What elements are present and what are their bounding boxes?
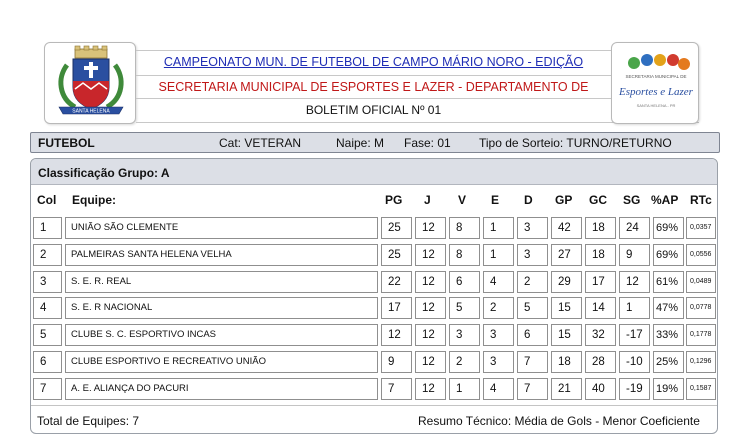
games-cell: 12: [415, 351, 446, 373]
rtc-cell: 0,0489: [686, 271, 716, 293]
losses-cell: 7: [517, 378, 548, 400]
losses-cell: 7: [517, 351, 548, 373]
points-cell: 7: [381, 378, 412, 400]
percent-cell: 47%: [653, 297, 684, 319]
draws-cell: 4: [483, 378, 514, 400]
wins-cell: 3: [449, 324, 480, 346]
goals-against-cell: 18: [585, 244, 616, 266]
col-header-goal-diff: SG: [623, 193, 641, 207]
col-header-games: J: [424, 193, 431, 207]
team-cell: UNIÃO SÃO CLEMENTE: [65, 217, 378, 239]
goals-against-cell: 17: [585, 271, 616, 293]
games-cell: 12: [415, 271, 446, 293]
svg-text:SECRETARIA MUNICIPAL DE: SECRETARIA MUNICIPAL DE: [625, 74, 687, 79]
team-cell: S. E. R NACIONAL: [65, 297, 378, 319]
goals-for-cell: 42: [551, 217, 582, 239]
draw-type-label: Tipo de Sorteio: TURNO/RETURNO: [479, 136, 672, 150]
wins-cell: 8: [449, 244, 480, 266]
goals-against-cell: 40: [585, 378, 616, 400]
goals-against-cell: 32: [585, 324, 616, 346]
svg-text:SANTA HELENA - PR: SANTA HELENA - PR: [636, 103, 676, 108]
points-cell: 9: [381, 351, 412, 373]
col-header-goals-for: GP: [555, 193, 573, 207]
col-header-points: PG: [385, 193, 403, 207]
technical-summary: Resumo Técnico: Média de Gols - Menor Coeficiente: [418, 414, 700, 428]
goals-for-cell: 27: [551, 244, 582, 266]
rtc-cell: 0,1296: [686, 351, 716, 373]
group-title: Classificação Grupo: A: [38, 166, 170, 180]
rtc-cell: 0,0357: [686, 217, 716, 239]
games-cell: 12: [415, 324, 446, 346]
percent-cell: 61%: [653, 271, 684, 293]
draws-cell: 1: [483, 217, 514, 239]
svg-text:SANTA HELENA: SANTA HELENA: [72, 108, 110, 115]
games-cell: 12: [415, 244, 446, 266]
goal-diff-cell: -19: [619, 378, 650, 400]
goals-for-cell: 21: [551, 378, 582, 400]
points-cell: 17: [381, 297, 412, 319]
wins-cell: 5: [449, 297, 480, 319]
sport-label: FUTEBOL: [38, 136, 95, 150]
municipal-crest-logo: [44, 42, 136, 124]
percent-cell: 25%: [653, 351, 684, 373]
goal-diff-cell: 9: [619, 244, 650, 266]
team-cell: A. E. ALIANÇA DO PACURI: [65, 378, 378, 400]
coat-of-arms-icon: [45, 43, 137, 125]
losses-cell: 3: [517, 244, 548, 266]
category-label: Cat: VETERAN: [219, 136, 302, 150]
col-header-losses: D: [524, 193, 533, 207]
competition-info-bar: [30, 132, 720, 153]
draws-cell: 1: [483, 244, 514, 266]
footer-rule: [31, 405, 717, 406]
col-header-team: Equipe:: [72, 193, 116, 207]
games-cell: 12: [415, 217, 446, 239]
group-header: [31, 159, 717, 185]
championship-title: CAMPEONATO MUN. DE FUTEBOL DE CAMPO MÁRIO NORO - EDIÇÃO: [163, 55, 584, 69]
goals-for-cell: 18: [551, 351, 582, 373]
goal-diff-cell: 24: [619, 217, 650, 239]
sports-balls-icon: [612, 43, 700, 125]
total-teams: Total de Equipes: 7: [37, 414, 140, 428]
losses-cell: 6: [517, 324, 548, 346]
points-cell: 22: [381, 271, 412, 293]
position-cell: 1: [33, 217, 62, 239]
team-cell: CLUBE ESPORTIVO E RECREATIVO UNIÃO: [65, 351, 378, 373]
position-cell: 3: [33, 271, 62, 293]
points-cell: 12: [381, 324, 412, 346]
rtc-cell: 0,1778: [686, 324, 716, 346]
goal-diff-cell: 1: [619, 297, 650, 319]
goal-diff-cell: 12: [619, 271, 650, 293]
goal-diff-cell: -17: [619, 324, 650, 346]
col-header-position: Col: [37, 193, 57, 207]
team-cell: PALMEIRAS SANTA HELENA VELHA: [65, 244, 378, 266]
col-header-draws: E: [491, 193, 500, 207]
losses-cell: 3: [517, 217, 548, 239]
wins-cell: 8: [449, 217, 480, 239]
draws-cell: 3: [483, 351, 514, 373]
position-cell: 7: [33, 378, 62, 400]
position-cell: 2: [33, 244, 62, 266]
rtc-cell: 0,0556: [686, 244, 716, 266]
percent-cell: 69%: [653, 244, 684, 266]
percent-cell: 33%: [653, 324, 684, 346]
goal-diff-cell: -10: [619, 351, 650, 373]
rtc-cell: 0,0778: [686, 297, 716, 319]
goals-against-cell: 14: [585, 297, 616, 319]
wins-cell: 1: [449, 378, 480, 400]
goals-for-cell: 15: [551, 297, 582, 319]
col-header-rtc: RTc: [690, 193, 712, 207]
losses-cell: 5: [517, 297, 548, 319]
goals-against-cell: 28: [585, 351, 616, 373]
svg-text:Esportes e Lazer: Esportes e Lazer: [619, 86, 693, 98]
position-cell: 6: [33, 351, 62, 373]
position-cell: 5: [33, 324, 62, 346]
secretariat-title: SECRETARIA MUNICIPAL DE ESPORTES E LAZER - DEPARTAMENTO DE: [158, 80, 589, 94]
wins-cell: 6: [449, 271, 480, 293]
points-cell: 25: [381, 217, 412, 239]
goals-for-cell: 15: [551, 324, 582, 346]
games-cell: 12: [415, 297, 446, 319]
draws-cell: 4: [483, 271, 514, 293]
draws-cell: 2: [483, 297, 514, 319]
goals-for-cell: 29: [551, 271, 582, 293]
percent-cell: 69%: [653, 217, 684, 239]
points-cell: 25: [381, 244, 412, 266]
rtc-cell: 0,1587: [686, 378, 716, 400]
losses-cell: 2: [517, 271, 548, 293]
wins-cell: 2: [449, 351, 480, 373]
col-header-goals-against: GC: [589, 193, 607, 207]
bulletin-number: BOLETIM OFICIAL Nº 01: [305, 103, 442, 117]
col-header-percent: %AP: [651, 193, 679, 207]
col-header-wins: V: [458, 193, 467, 207]
phase-label: Fase: 01: [404, 136, 451, 150]
goals-against-cell: 18: [585, 217, 616, 239]
games-cell: 12: [415, 378, 446, 400]
secretariat-logo: [611, 42, 699, 124]
draws-cell: 3: [483, 324, 514, 346]
percent-cell: 19%: [653, 378, 684, 400]
team-cell: CLUBE S. C. ESPORTIVO INCAS: [65, 324, 378, 346]
position-cell: 4: [33, 297, 62, 319]
team-cell: S. E. R. REAL: [65, 271, 378, 293]
gender-label: Naipe: M: [336, 136, 385, 150]
